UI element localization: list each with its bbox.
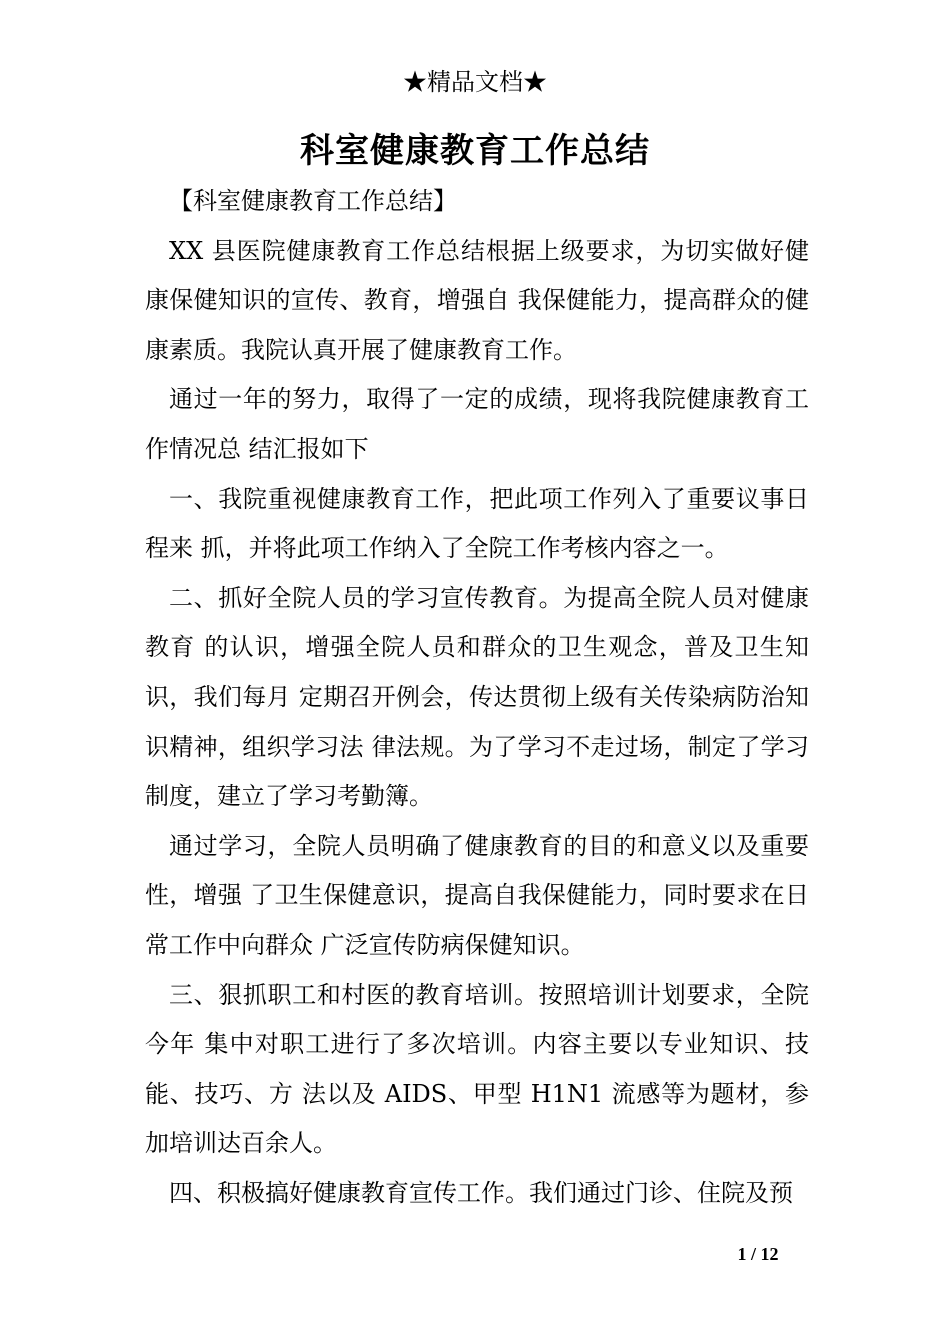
document-title: 科室健康教育工作总结 bbox=[300, 131, 650, 171]
paragraph-bracket-title: 【科室健康教育工作总结】 bbox=[169, 187, 457, 215]
paragraph-intro: XX 县医院健康教育工作总结根据上级要求，为切实做好健康保健知识的宣传、教育，增强自 我保健能力，提高群众的健康素质。我院认真开展了健康教育工作。 bbox=[145, 236, 809, 364]
paragraph-item-3: 三、狠抓职工和村医的教育培训。按照培训计划要求，全院今年 集中对职工进行了多次培训。内容主要以专业知识、技能、技巧、方 法以及 AIDS、甲型 H1N1 流感等为题材，参加培训达百余人。 bbox=[145, 980, 809, 1158]
paragraph-item-4: 四、积极搞好健康教育宣传工作。我们通过门诊、住院及预 bbox=[169, 1178, 793, 1207]
page-number: 1 / 12 bbox=[737, 1244, 779, 1264]
paragraph-study: 通过学习，全院人员明确了健康教育的目的和意义以及重要性，增强 了卫生保健意识，提高自我保健能力，同时要求在日常工作中向群众 广泛宣传防病保健知识。 bbox=[145, 831, 809, 959]
header-mark: ★精品文档★ bbox=[403, 68, 547, 96]
paragraph-item-1: 一、我院重视健康教育工作，把此项工作列入了重要议事日程来 抓，并将此项工作纳入了全院工作考核内容之一。 bbox=[145, 484, 809, 563]
document-body bbox=[145, 177, 809, 1218]
paragraph-summary: 通过一年的努力，取得了一定的成绩，现将我院健康教育工作情况总 结汇报如下 bbox=[145, 385, 809, 463]
paragraph-item-2: 二、抓好全院人员的学习宣传教育。为提高全院人员对健康教育 的认识，增强全院人员和群众的卫生观念，普及卫生知识，我们每月 定期召开例会，传达贯彻上级有关传染病防治知识精神，组织学习法 律法规。为了学习不走过场，制定了学习制度，建立了学习考勤簿。 bbox=[145, 583, 809, 811]
